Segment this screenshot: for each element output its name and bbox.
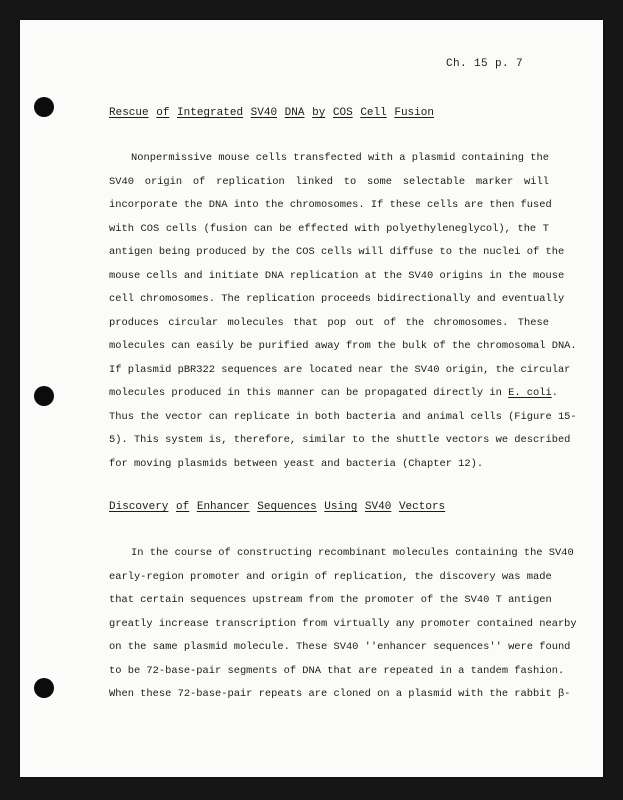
text-line: on the same plasmid molecule. These SV40 ''enhancer sequences'' were found — [109, 641, 571, 653]
text-line: 5). This system is, therefore, similar to the shuttle vectors we described — [109, 434, 571, 446]
text-line: greatly increase transcription from virtually any promoter contained nearby — [109, 617, 577, 630]
text-line: If plasmid pBR322 sequences are located near the SV40 origin, the circular — [109, 363, 571, 376]
body-paragraph-enhancer — [109, 542, 577, 707]
binder-hole — [34, 97, 54, 117]
text-line: cell chromosomes. The replication proceeds bidirectionally and eventually — [109, 293, 565, 305]
text-line: Thus the vector can replicate in both bacteria and animal cells (Figure 15- — [109, 410, 577, 423]
binder-hole — [34, 678, 54, 698]
text-line: In the course of constructing recombinant molecules containing the SV40 — [131, 547, 574, 559]
text-line: When these 72-base-pair repeats are cloned on a plasmid with the rabbit β- — [109, 688, 571, 700]
text-line: incorporate the DNA into the chromosomes. If these cells are then fused — [109, 199, 552, 211]
text-line: mouse cells and initiate DNA replication at the SV40 origins in the mouse — [109, 269, 565, 282]
document-page — [20, 20, 603, 777]
text-line: produces circular molecules that pop out of the chromosomes. These — [109, 316, 549, 329]
text-line: early-region promoter and origin of replication, the discovery was made — [109, 570, 552, 583]
binder-hole — [34, 386, 54, 406]
organism-name: E. coli — [508, 387, 552, 399]
text-line: with COS cells (fusion can be effected with polyethyleneglycol), the T — [109, 222, 549, 235]
section-heading-enhancer: Discovery of Enhancer Sequences Using SV40 Vectors — [109, 501, 446, 513]
text-line: SV40 origin of replication linked to some selectable marker will — [109, 175, 549, 188]
section-heading-cos-fusion: Rescue of Integrated SV40 DNA by COS Cell Fusion — [109, 107, 434, 119]
text-line: for moving plasmids between yeast and bacteria (Chapter 12). — [109, 457, 484, 470]
page-number: Ch. 15 p. 7 — [446, 58, 524, 70]
text-line: that certain sequences upstream from the promoter of the SV40 T antigen — [109, 594, 552, 606]
text-line: to be 72-base-pair segments of DNA that are repeated in a tandem fashion. — [109, 664, 565, 677]
text-line: molecules produced in this manner can be propagated directly in E. coli. — [109, 387, 558, 399]
text-line: Nonpermissive mouse cells transfected with a plasmid containing the — [131, 152, 549, 164]
text-line: antigen being produced by the COS cells will diffuse to the nuclei of the — [109, 246, 565, 258]
body-paragraph-cos-fusion — [109, 147, 577, 476]
text-line: molecules can easily be purified away from the bulk of the chromosomal DNA. — [109, 340, 577, 352]
